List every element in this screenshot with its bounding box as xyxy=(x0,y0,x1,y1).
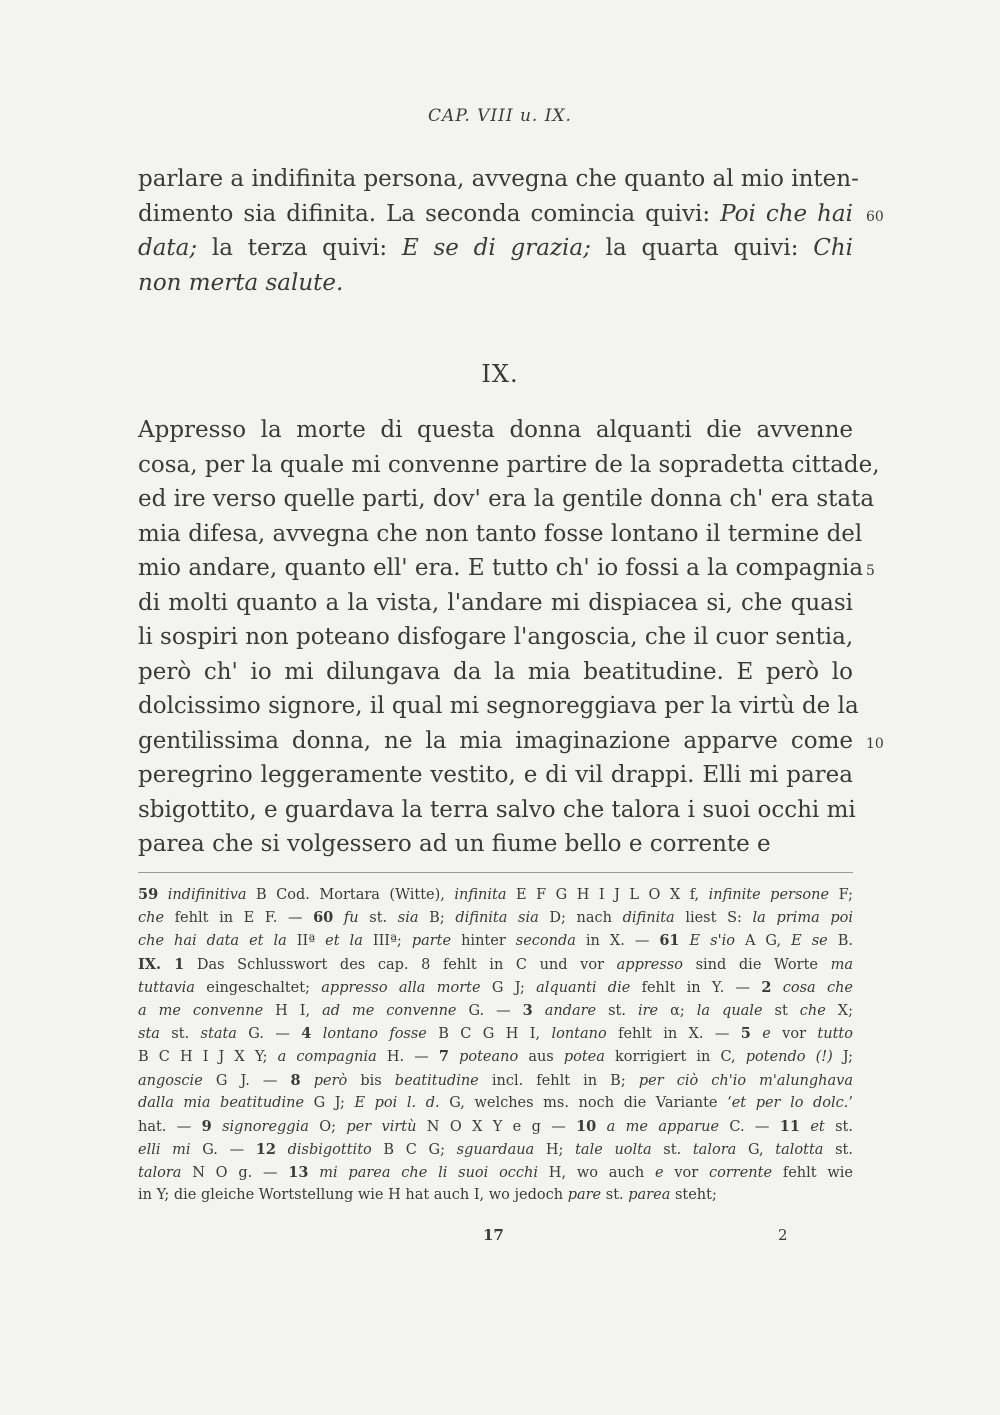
text-run: sbigottito, e guardava la terra salvo che talora i suoi occhi mi xyxy=(138,796,856,823)
text-run: st. xyxy=(596,1002,638,1019)
paragraph2-line xyxy=(138,620,853,655)
paragraph2-line xyxy=(138,517,863,552)
italic-run: che hai data et la xyxy=(138,933,287,950)
text-run: B C H I J X Y; xyxy=(138,1049,278,1066)
text-run: ed ire verso quelle parti, dov' era la gentile donna ch' era stata xyxy=(138,486,875,512)
footnote-line xyxy=(138,1092,853,1115)
paragraph1-line xyxy=(138,162,859,197)
text-run xyxy=(212,1119,222,1135)
italic-run: lontano xyxy=(551,1026,607,1043)
italic-run: tutto xyxy=(817,1026,853,1043)
text-run: G, xyxy=(736,1142,776,1159)
italic-run: E poi l. d. xyxy=(354,1094,440,1111)
text-run: liest S: xyxy=(674,910,753,927)
paragraph1-line xyxy=(138,266,853,301)
paragraph2-line xyxy=(138,551,864,586)
bold-lemma-number: 8 xyxy=(290,1071,301,1089)
italic-run: e xyxy=(762,1026,771,1043)
text-run xyxy=(596,1119,606,1135)
text-run xyxy=(311,1026,322,1042)
text-run: la terza quivi: xyxy=(197,235,402,261)
bold-lemma-number: 7 xyxy=(438,1048,449,1066)
text-run: B; xyxy=(418,910,456,927)
footnote-line xyxy=(138,906,853,929)
bold-lemma-number: 4 xyxy=(301,1025,312,1043)
italic-run: Chi xyxy=(813,235,853,261)
italic-run: per ciò ch'io m'alunghava xyxy=(638,1072,853,1089)
page-number: 17 xyxy=(483,1226,504,1244)
text-run: H I, xyxy=(263,1002,323,1019)
italic-run: indifinitiva xyxy=(167,887,247,903)
footnote-line xyxy=(138,883,853,906)
text-run: G J; xyxy=(304,1094,355,1111)
text-run: gentilissima donna, ne la mia imaginazione apparve come xyxy=(138,727,853,754)
italic-run: a me apparue xyxy=(606,1118,720,1135)
italic-run: potendo (!) xyxy=(745,1049,833,1066)
italic-run: et xyxy=(810,1118,825,1135)
text-run: G. — xyxy=(236,1026,302,1043)
italic-run: lontano fosse xyxy=(322,1026,427,1043)
paragraph2-line xyxy=(138,413,853,448)
italic-run: talora xyxy=(138,1165,182,1182)
text-run: hat. — xyxy=(138,1118,202,1135)
text-run: Das Schlusswort des cap. 8 fehlt in C und vor xyxy=(184,956,617,973)
italic-run: alquanti die xyxy=(536,979,631,996)
paragraph2-line xyxy=(138,689,859,724)
footnote-line xyxy=(138,1069,853,1092)
italic-run: andare xyxy=(544,1002,597,1019)
italic-run: parte xyxy=(411,933,452,950)
footnote-line xyxy=(138,1138,853,1161)
margin-line-number: 60 xyxy=(866,208,884,225)
italic-run: a me convenne xyxy=(138,1002,264,1019)
footnote-line xyxy=(138,1115,853,1138)
text-run: D; nach xyxy=(538,910,623,927)
signature-mark: 2 xyxy=(778,1226,788,1244)
bold-lemma-number: 59 xyxy=(138,886,159,903)
italic-run: sta xyxy=(138,1026,160,1043)
italic-run: angoscie xyxy=(138,1072,203,1089)
text-run: st. xyxy=(358,910,398,927)
text-run: fehlt wie xyxy=(772,1165,853,1182)
italic-run: talotta xyxy=(775,1142,824,1159)
italic-run: E se xyxy=(791,933,828,950)
italic-run: poteano xyxy=(459,1049,519,1066)
text-run: st xyxy=(762,1002,800,1019)
text-run: st. xyxy=(601,1187,629,1204)
bold-lemma-number: 61 xyxy=(659,932,680,950)
text-run: O; xyxy=(308,1118,347,1135)
bold-lemma-number: 3 xyxy=(522,1001,533,1019)
text-run: Appresso la morte di questa donna alquanti die avvenne xyxy=(138,417,853,443)
italic-run: ire xyxy=(637,1002,659,1019)
italic-run: parea xyxy=(628,1187,671,1204)
text-run: N O g. — xyxy=(181,1165,289,1182)
text-run: korrigiert in C, xyxy=(604,1049,746,1066)
italic-run: appresso alla morte xyxy=(321,979,481,996)
italic-run: ad me convenne xyxy=(322,1002,457,1019)
text-run: H, wo auch xyxy=(538,1165,655,1182)
text-run: eingeschaltet; xyxy=(194,979,322,996)
italic-run: seconda xyxy=(515,933,576,950)
text-run: hinter xyxy=(451,933,516,950)
text-run: vor xyxy=(663,1165,709,1182)
text-run: vor xyxy=(770,1026,818,1043)
italic-run: et per lo dolc. xyxy=(731,1094,849,1111)
margin-line-number: 10 xyxy=(866,735,884,752)
italic-run: beatitudine xyxy=(394,1072,479,1089)
italic-run: disbigottito xyxy=(287,1142,372,1159)
text-run: peregrino leggeramente vestito, e di vil drappi. Elli mi parea xyxy=(138,762,853,788)
text-run xyxy=(800,1119,810,1135)
italic-run: tuttavia xyxy=(138,979,195,996)
text-run xyxy=(333,910,344,926)
italic-run: appresso xyxy=(616,956,683,973)
paragraph2-line xyxy=(138,482,875,517)
text-run: fehlt in Y. — xyxy=(630,979,762,996)
text-run: B C G; xyxy=(371,1142,457,1159)
italic-run: infinita xyxy=(454,887,507,903)
italic-run: Poi che hai xyxy=(720,200,853,227)
text-run: in X. — xyxy=(575,933,660,950)
italic-run: corrente xyxy=(709,1165,773,1182)
text-run: A G, xyxy=(734,933,792,950)
paragraph2-line xyxy=(138,758,853,793)
text-run: E F G H I J L O X f, xyxy=(506,887,709,903)
italic-run: sia xyxy=(397,910,419,927)
italic-run: elli mi xyxy=(138,1142,191,1159)
text-run: cosa, per la quale mi convenne partire de la sopradetta cittade, xyxy=(138,451,880,478)
text-run: aus xyxy=(518,1049,564,1066)
paragraph1-line xyxy=(138,197,853,232)
paragraph2-line xyxy=(138,448,880,483)
italic-run: signoreggia xyxy=(222,1118,309,1135)
text-run xyxy=(301,1073,314,1089)
text-run: C. — xyxy=(719,1118,780,1135)
text-run: IIIª; xyxy=(362,933,412,950)
paragraph2-line xyxy=(138,724,853,759)
text-run: N O X Y e g — xyxy=(416,1118,577,1135)
text-run: di molti quanto a la vista, l'andare mi dispiacea si, che quasi xyxy=(138,589,853,616)
text-run: dimento sia difinita. La seconda comincia quivi: xyxy=(138,200,721,227)
text-run: steht; xyxy=(670,1187,717,1204)
italic-run: sguardaua xyxy=(456,1142,535,1159)
text-run xyxy=(533,1003,545,1019)
text-run xyxy=(276,1142,288,1158)
text-run: st. xyxy=(824,1118,853,1135)
text-run: parlare a indifinita persona, avvegna che quanto al mio inten- xyxy=(138,166,859,192)
paragraph2-line xyxy=(138,655,853,690)
text-run: però ch' io mi dilungava da la mia beatitudine. E però lo xyxy=(138,658,853,685)
text-run: la quarta quivi: xyxy=(590,235,814,261)
text-run: X; xyxy=(825,1002,853,1019)
italic-run: non merta salute. xyxy=(138,269,344,296)
text-run: H; xyxy=(534,1142,576,1159)
text-run: bis xyxy=(347,1072,395,1089)
text-run: F; xyxy=(829,887,854,903)
italic-run: che xyxy=(138,910,165,927)
italic-run: difinita xyxy=(622,910,675,927)
footnote-line xyxy=(138,1161,853,1184)
text-run: G J. — xyxy=(202,1072,291,1089)
italic-run: talora xyxy=(692,1142,737,1159)
italic-run: E s'io xyxy=(689,933,735,950)
text-run xyxy=(308,1165,319,1181)
italic-run: a compagnia xyxy=(277,1049,377,1066)
italic-run: E se di grazia; xyxy=(401,235,591,261)
text-run: α; xyxy=(658,1002,697,1019)
text-run xyxy=(680,933,690,949)
text-run: J; xyxy=(832,1049,853,1066)
footnote-line xyxy=(138,1022,853,1045)
text-run xyxy=(751,1026,762,1042)
footnote-divider xyxy=(138,872,853,873)
footnote-line xyxy=(138,929,853,952)
text-run xyxy=(449,1049,459,1065)
bold-lemma-number: 13 xyxy=(288,1164,309,1182)
italic-run: la quale xyxy=(696,1002,763,1019)
text-run: G J; xyxy=(480,979,537,996)
text-run xyxy=(771,980,782,996)
bold-lemma-number: 60 xyxy=(313,909,334,927)
bold-lemma-number: 2 xyxy=(761,978,772,996)
text-run: B C G H I, xyxy=(426,1026,552,1043)
paragraph2-line xyxy=(138,586,853,621)
italic-run: tale uolta xyxy=(575,1142,652,1159)
text-run: B Cod. Mortara (Witte), xyxy=(246,887,455,903)
footnote-line xyxy=(138,1045,853,1068)
footnote-line xyxy=(138,1184,853,1207)
italic-run: stata xyxy=(200,1026,237,1043)
bold-lemma-number: 10 xyxy=(576,1117,597,1135)
italic-run: che xyxy=(799,1002,826,1019)
paragraph-chapter-viii-end xyxy=(138,162,859,300)
italic-run: ma xyxy=(830,956,854,973)
italic-run: e xyxy=(654,1165,664,1182)
paragraph1-line xyxy=(138,231,853,266)
italic-run: per virtù xyxy=(346,1118,417,1135)
footnote-line xyxy=(138,999,853,1022)
paragraph2-line xyxy=(138,827,853,862)
text-run: ’ xyxy=(848,1094,854,1111)
paragraph2-line xyxy=(138,793,856,828)
running-header: CAP. VIII u. IX. xyxy=(428,106,572,126)
text-run: li sospiri non poteano disfogare l'angoscia, che il cuor sentia, xyxy=(138,624,854,650)
italic-run: difinita sia xyxy=(455,910,539,927)
text-run: dolcissimo signore, il qual mi segnoreggiava per la virtù de la xyxy=(138,693,859,719)
bold-lemma-number: 9 xyxy=(201,1117,212,1135)
italic-run: dalla mia beatitudine xyxy=(138,1094,305,1111)
bold-lemma-number: 12 xyxy=(255,1141,276,1159)
italic-run: pare xyxy=(567,1187,602,1204)
italic-run: cosa che xyxy=(782,979,853,996)
text-run: mio andare, quanto ell' era. E tutto ch' io fossi a la compagnia xyxy=(138,555,864,581)
italic-run: data; xyxy=(138,235,198,261)
italic-run: infinite persone xyxy=(708,887,830,903)
text-run: fehlt in X. — xyxy=(606,1026,741,1043)
text-run: st. xyxy=(159,1026,201,1043)
margin-line-number: 5 xyxy=(866,563,875,579)
text-run: IIª xyxy=(286,933,326,950)
text-run: H. — xyxy=(376,1049,439,1066)
text-run: sind die Worte xyxy=(682,956,831,973)
text-run: st. xyxy=(823,1142,853,1159)
chapter-heading: IX. xyxy=(481,360,519,388)
critical-apparatus-footnotes xyxy=(138,883,853,1208)
text-run: parea che si volgessero ad un fiume bello e corrente e xyxy=(138,831,771,857)
italic-run: mi parea che li suoi occhi xyxy=(319,1165,539,1182)
footnote-line xyxy=(138,953,853,976)
text-run: G. — xyxy=(456,1002,523,1019)
text-run: incl. fehlt in B; xyxy=(478,1072,639,1089)
italic-run: potea xyxy=(563,1049,605,1066)
text-run: B. xyxy=(827,933,854,950)
bold-lemma-number: IX. 1 xyxy=(138,955,185,973)
text-run: G, welches ms. noch die Variante ‘ xyxy=(439,1094,732,1111)
text-run xyxy=(158,887,168,903)
text-run: in Y; die gleiche Wortstellung wie H hat auch I, wo jedoch xyxy=(138,1187,568,1204)
italic-run: però xyxy=(313,1072,348,1089)
italic-run: la prima poi xyxy=(752,910,853,927)
bold-lemma-number: 11 xyxy=(779,1117,800,1135)
bold-lemma-number: 5 xyxy=(740,1025,751,1043)
text-run: fehlt in E F. — xyxy=(164,910,314,927)
italic-run: et la xyxy=(325,933,363,950)
italic-run: fu xyxy=(343,910,359,927)
text-run: st. xyxy=(651,1142,693,1159)
text-run: mia difesa, avvegna che non tanto fosse lontano il termine del xyxy=(138,520,863,547)
footnote-line xyxy=(138,976,853,999)
text-run: G. — xyxy=(190,1142,256,1159)
